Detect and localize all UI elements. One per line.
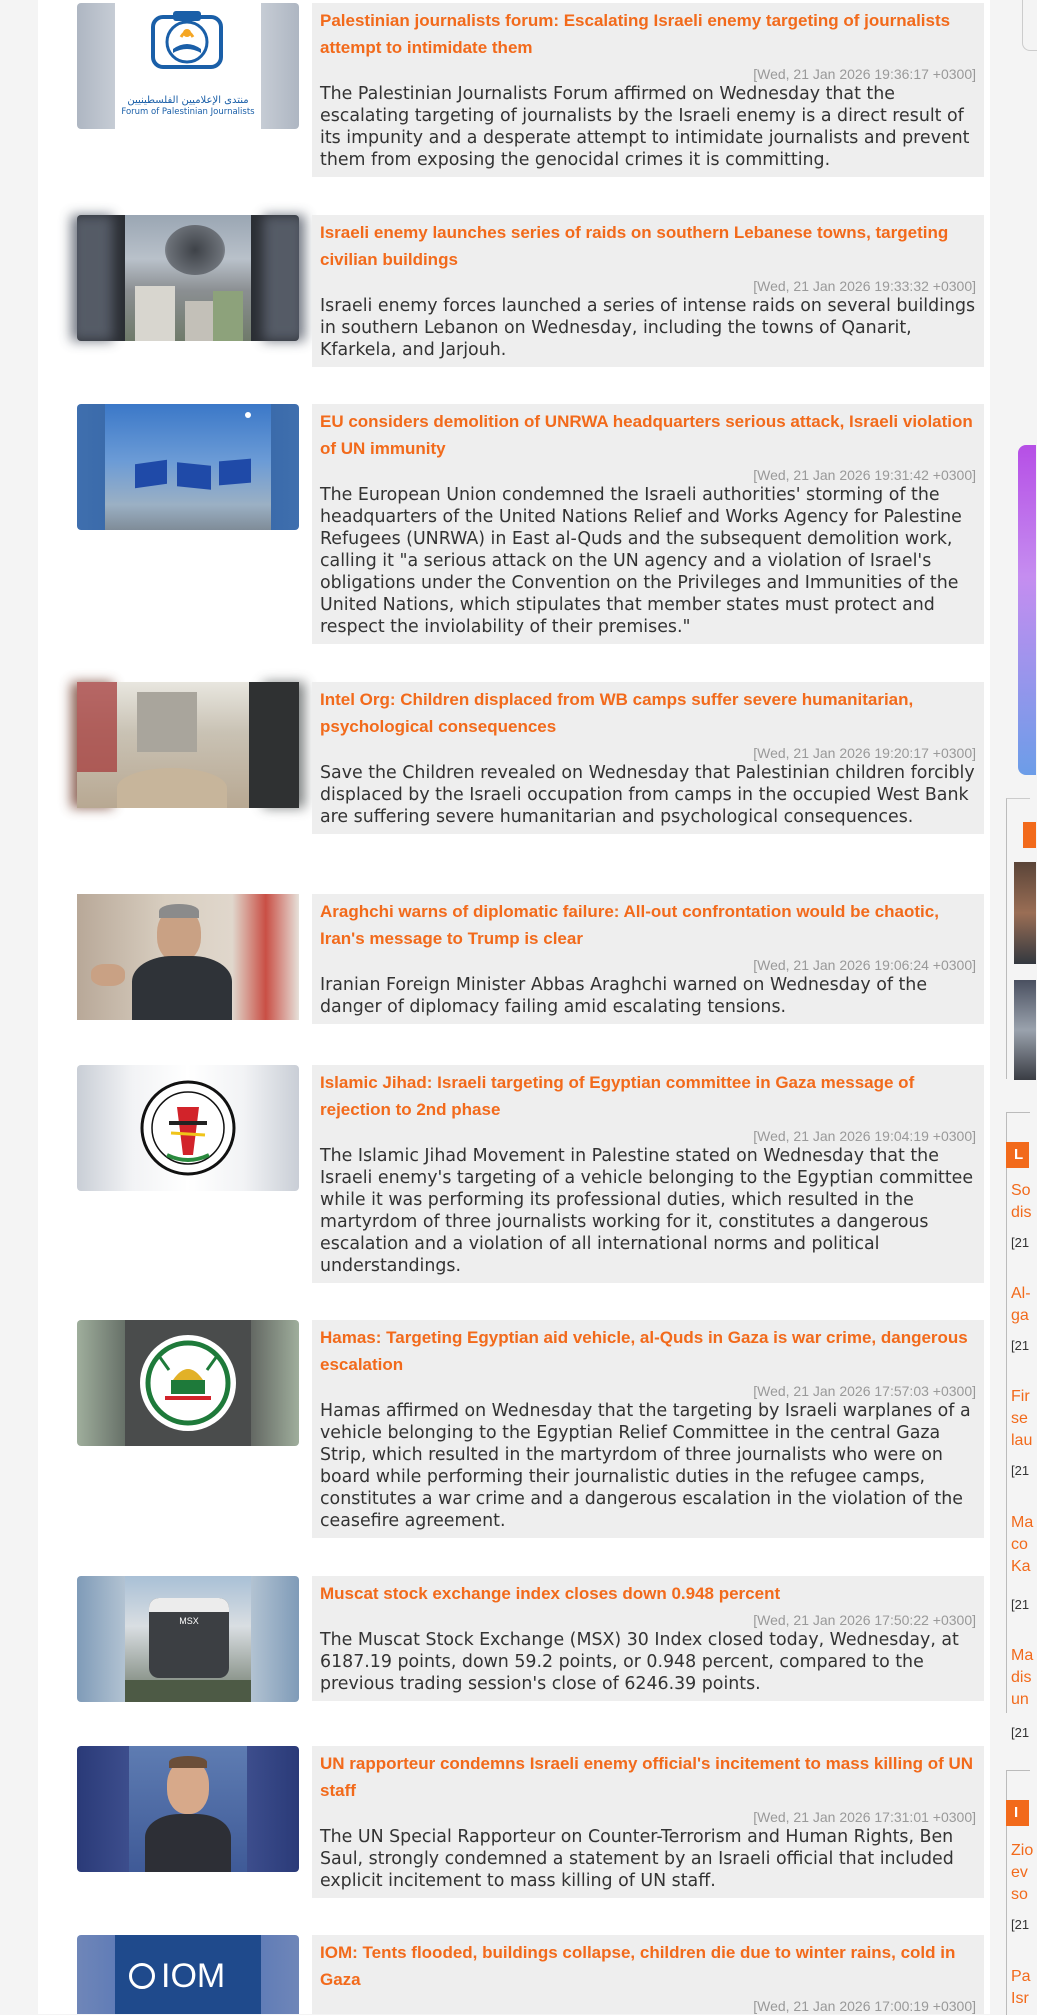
article-headline-link[interactable]: Islamic Jihad: Israeli targeting of Egyptian committee in Gaza message of rejection to 2nd phase [320,1073,915,1119]
eu-flags-photo [105,404,271,530]
article-date: [Wed, 21 Jan 2026 19:04:19 +0300] [753,1128,976,1144]
sidebar-link[interactable]: Isr [1011,1990,1029,2007]
sidebar-link[interactable]: Ma [1011,1514,1034,1531]
article-summary: The Muscat Stock Exchange (MSX) 30 Index closed today, Wednesday, at 6187.19 points, down 59.2 points, or 0.948 percent, compared to the previous trading session's close of 6246.39 points. [320,1630,959,1694]
article-card [312,894,984,1024]
logo-caption: منتدى الإعلاميين الفلسطينيين Forum of Palestinian Journalists [121,95,255,117]
article-thumbnail[interactable] [77,1576,299,1702]
article-thumbnail[interactable] [77,1746,299,1872]
sidebar-date: [21 [1011,1597,1030,1612]
article-thumbnail[interactable] [77,1935,299,2014]
article-date: [Wed, 21 Jan 2026 17:00:19 +0300] [753,1998,976,2014]
sidebar-date: [21 [1011,1725,1030,1740]
hamas-emblem [125,1320,251,1446]
article-headline-link[interactable]: Intel Org: Children displaced from WB camps suffer severe humanitarian, psychological consequences [320,690,914,736]
movement-emblem-icon [125,1320,251,1446]
iom-logo: IOM [115,1935,261,2014]
sidebar-thumbnail[interactable] [1014,980,1036,1080]
article-thumbnail[interactable] [77,215,299,341]
article-summary: Save the Children revealed on Wednesday that Palestinian children forcibly displaced by the Israeli occupation from camps in the occupied West Bank are suffering severe humanitarian and psychological consequences. [320,763,975,827]
sidebar-date: [21 [1011,1338,1030,1353]
sidebar-date: [21 [1011,1917,1030,1932]
article-date: [Wed, 21 Jan 2026 19:36:17 +0300] [753,66,976,82]
main-content [38,0,990,2014]
article-headline-link[interactable]: Muscat stock exchange index closes down 0.948 percent [320,1584,781,1603]
sidebar-widget-edge [1022,0,1037,51]
article-thumbnail[interactable] [77,404,299,530]
jihad-emblem [117,1065,259,1191]
article-date: [Wed, 21 Jan 2026 19:31:42 +0300] [753,467,976,483]
article-summary: Iranian Foreign Minister Abbas Araghchi warned on Wednesday of the danger of diplomacy failing amid escalating tensions. [320,975,928,1017]
sidebar-link[interactable]: Al- [1011,1285,1031,1302]
rubble-photo [77,682,299,808]
article-headline-link[interactable]: Araghchi warns of diplomatic failure: All-out confrontation would be chaotic, Iran's message to Trump is clear [320,902,939,948]
msx-building-photo: MSX [125,1576,251,1702]
sidebar-link[interactable]: lau [1011,1432,1033,1449]
sidebar-link[interactable]: dis [1011,1669,1032,1686]
article-card [312,682,984,834]
article-date: [Wed, 21 Jan 2026 19:06:24 +0300] [753,957,976,973]
sidebar-thumbnail[interactable] [1014,862,1036,964]
article-card [312,3,984,177]
minister-photo [77,894,299,1020]
sidebar-date: [21 [1011,1235,1030,1250]
sidebar-link[interactable]: un [1011,1691,1029,1708]
sidebar-link[interactable]: Zio [1011,1842,1034,1859]
sidebar-link[interactable]: Fir [1011,1388,1030,1405]
sidebar-link[interactable]: Ma [1011,1647,1034,1664]
movement-emblem-icon [117,1065,259,1191]
article-headline-link[interactable]: EU considers demolition of UNRWA headquarters serious attack, Israeli violation of UN immunity [320,412,973,458]
article-date: [Wed, 21 Jan 2026 17:50:22 +0300] [753,1612,976,1628]
article-headline-link[interactable]: Hamas: Targeting Egyptian aid vehicle, al-Quds in Gaza is war crime, dangerous escalation [320,1328,968,1374]
article-card [312,1935,984,2014]
article-card [312,404,984,644]
sidebar-link[interactable]: ga [1011,1307,1029,1324]
article-thumbnail[interactable] [77,1320,299,1446]
article-date: [Wed, 21 Jan 2026 17:57:03 +0300] [753,1383,976,1399]
sidebar-date: [21 [1011,1463,1030,1478]
globe-icon [129,1963,155,1989]
article-card [312,1576,984,1701]
sidebar-link[interactable]: se [1011,1410,1028,1427]
sidebar-link[interactable]: co [1011,1536,1028,1553]
article-summary: Hamas affirmed on Wednesday that the targeting by Israeli warplanes of a vehicle belonging to the Egyptian Relief Committee in the central Gaza Strip, which resulted in the martyrdom of three journalists who were on board while performing their journalistic duties in the refugee camps, constitutes a war crime and a dangerous escalation in the violation of the ceasefire agreement. [320,1401,971,1531]
article-date: [Wed, 21 Jan 2026 19:20:17 +0300] [753,745,976,761]
article-headline-link[interactable]: IOM: Tents flooded, buildings collapse, children die due to winter rains, cold in Gaza [320,1943,956,1989]
article-summary: The European Union condemned the Israeli authorities' storming of the headquarters of the United Nations Relief and Works Agency for Palestine Refugees (UNRWA) in East al-Quds and the subsequent demolition work, calling it "a serious attack on the UN agency and a violation of Israel's obligations under the Convention on the Privileges and Immunities of the United Nations, which stipulates that member states must protect and respect the inviolability of their premises." [320,485,962,637]
sidebar-section-header: I [1006,1800,1029,1826]
sidebar-link[interactable]: so [1011,1886,1028,1903]
article-summary: The Palestinian Journalists Forum affirmed on Wednesday that the escalating targeting of journalists by the Israeli enemy is a direct result of its impunity and a desperate attempt to intimidate journalists and prevent them from exposing the genocidal crimes it is committing. [320,84,970,170]
right-sidebar [1006,0,1036,2014]
sidebar-banner[interactable] [1018,445,1036,775]
article-date: [Wed, 21 Jan 2026 17:31:01 +0300] [753,1809,976,1825]
rapporteur-photo [129,1746,247,1872]
sidebar-link[interactable]: ev [1011,1864,1028,1881]
article-summary: The Islamic Jihad Movement in Palestine stated on Wednesday that the Israeli enemy's targeting of a vehicle belonging to the Egyptian committee while it was performing its professional duties, which resulted in the martyrdom of three journalists working for it, constitutes a dangerous escalation and a violation of all international norms and political understandings. [320,1146,974,1276]
sidebar-link[interactable]: dis [1011,1204,1032,1221]
article-thumbnail[interactable] [77,894,299,1020]
sidebar-tab-marker [1023,822,1036,848]
article-card [312,1065,984,1283]
article-summary: The UN Special Rapporteur on Counter-Terrorism and Human Rights, Ben Saul, strongly condemned a statement by an Israeli official that included explicit incitement to mass killing of UN staff. [320,1827,954,1891]
article-card [312,1320,984,1538]
article-card [312,215,984,367]
sidebar-section-header: L [1006,1142,1029,1168]
article-card [312,1746,984,1898]
article-date: [Wed, 21 Jan 2026 19:33:32 +0300] [753,278,976,294]
article-thumbnail[interactable] [77,1065,299,1191]
article-headline-link[interactable]: UN rapporteur condemns Israeli enemy official's incitement to mass killing of UN staff [320,1754,974,1800]
article-summary: Israeli enemy forces launched a series of intense raids on several buildings in southern Lebanon on Wednesday, including the towns of Qanarit, Kfarkela, and Jarjouh. [320,296,976,360]
smoke-photo [125,215,251,341]
article-headline-link[interactable]: Israeli enemy launches series of raids on southern Lebanese towns, targeting civilian buildings [320,223,949,269]
sidebar-link[interactable]: So [1011,1182,1031,1199]
article-headline-link[interactable]: Palestinian journalists forum: Escalating Israeli enemy targeting of journalists attempt to intimidate them [320,11,951,57]
article-thumbnail[interactable] [77,3,299,129]
sidebar-link[interactable]: Pa [1011,1968,1031,1985]
sidebar-link[interactable]: Ka [1011,1558,1031,1575]
article-thumbnail[interactable] [77,682,299,808]
